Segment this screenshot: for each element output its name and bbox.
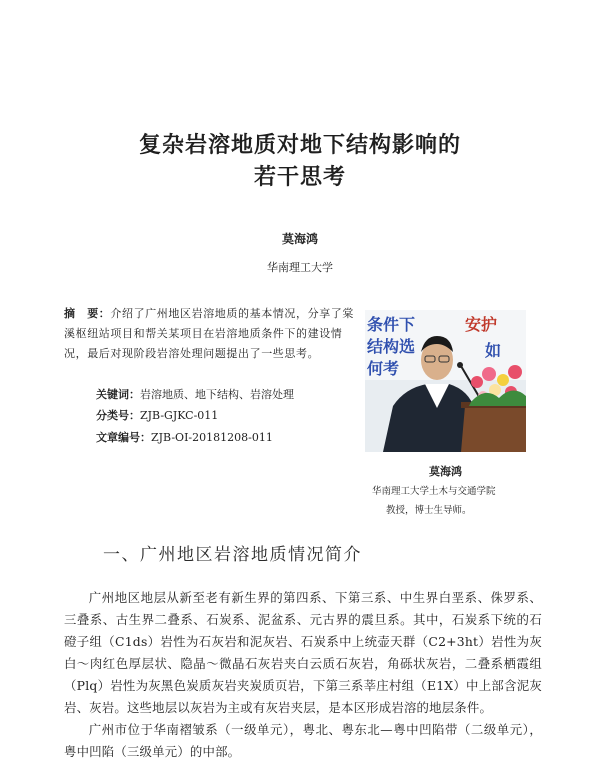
banner-text-5: 如 (485, 341, 502, 360)
photo-caption-affiliation: 华南理工大学土木与交通学院 (372, 486, 496, 497)
banner-text-1: 条件下 (367, 315, 416, 334)
photo-caption-title: 教授，博士生导师。 (386, 505, 472, 516)
classification-number (96, 407, 218, 423)
section-heading: 一、广州地区岩溶地质情况简介 (103, 545, 362, 565)
speaker-photo-illustration (365, 310, 526, 452)
author-affiliation: 华南理工大学 (267, 261, 333, 274)
body-paragraph-2: 广州市位于华南褶皱系（一级单元），粤北、粤东北—粤中凹陷带（二级单元），粤中凹陷（三级单元）的中部。 (64, 722, 542, 759)
abstract (64, 304, 360, 364)
body-paragraph-1: 广州地区地层从新至老有新生界的第四系、下第三系、中生界白垩系、侏罗系、三叠系、古生界二叠系、石炭系、泥盆系、元古界的震旦系。其中，石炭系下统的石磴子组（C1ds）岩性为石灰岩和泥灰岩、石炭系中上统壶天群（C2+3ht）岩性为灰白～肉红色厚层状、隐晶～微晶石灰岩夹白云质石灰岩，角砾状灰岩，二叠系栖霞组（Plq）岩性为灰黑色炭质灰岩夹炭质页岩，下第三系莘庄村组（E1X）中上部含泥灰岩、灰岩。这些地层以灰岩为主或有灰岩夹层，是本区形成岩溶的地层条件。 (64, 590, 542, 715)
article-number-label: 文章编号： (96, 431, 151, 444)
abstract-label: 摘 要： (64, 307, 111, 320)
classification-label: 分类号： (96, 409, 140, 422)
article-number-value: ZJB-OI-20181208-011 (151, 431, 273, 444)
author-name: 莫海鸿 (281, 232, 318, 246)
keywords (96, 386, 294, 402)
article-title-line-1: 复杂岩溶地质对地下结构影响的 (138, 133, 461, 158)
abstract-text: 介绍了广州地区岩溶地质的基本情况，分享了棠溪枢纽站项目和帮关某项目在岩溶地质条件下的建设情况，最后对现阶段岩溶处理问题提出了一些思考。 (64, 307, 355, 360)
keywords-value: 岩溶地质、地下结构、岩溶处理 (140, 388, 294, 401)
keywords-label: 关键词： (96, 388, 140, 401)
banner-text-2: 结构选 (367, 337, 416, 356)
banner-text-3: 何考 (367, 359, 400, 378)
article-title-line-2: 若干思考 (253, 165, 346, 190)
body-text (64, 587, 542, 763)
author-photo (365, 310, 526, 452)
article-number (96, 429, 273, 445)
banner-text-4: 安护 (465, 315, 498, 334)
photo-caption-name: 莫海鸿 (429, 465, 462, 478)
classification-value: ZJB-GJKC-011 (140, 409, 219, 422)
